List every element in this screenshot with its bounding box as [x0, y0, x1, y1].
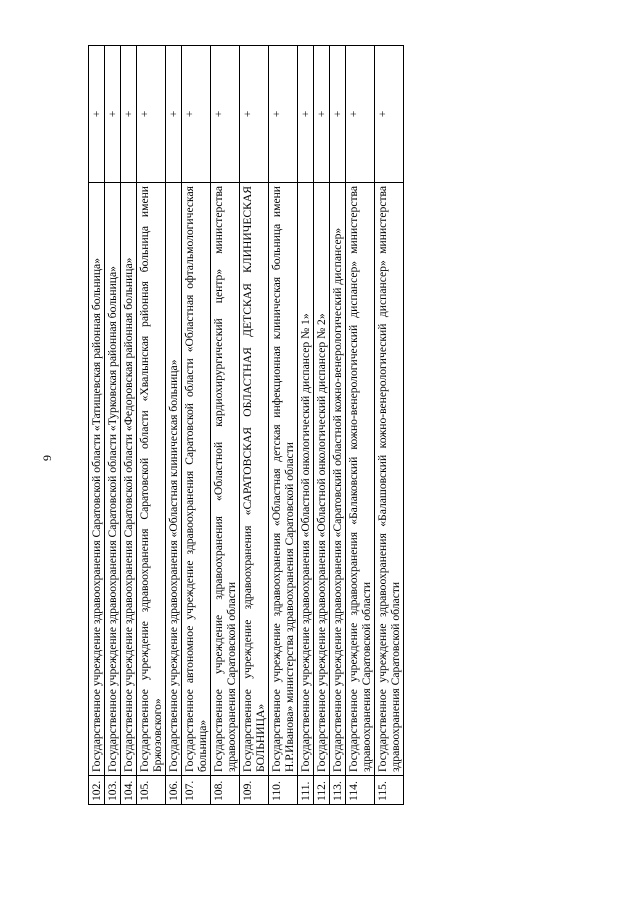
row-number: 112. [314, 776, 330, 805]
institution-name: Государственное учреждение здравоохранения «Областной онкологический диспансер № 2» [314, 183, 330, 776]
table-row [166, 46, 182, 805]
inclusion-mark: + [346, 46, 375, 183]
table-row [314, 46, 330, 805]
table-row [298, 46, 314, 805]
row-number: 109. [240, 776, 269, 805]
inclusion-mark: + [166, 46, 182, 183]
institution-name: Государственное учреждение здравоохранения Саратовской области «Турковская районная больница» [105, 183, 121, 776]
inclusion-mark: + [105, 46, 121, 183]
table-row [375, 46, 404, 805]
institution-name: Государственное учреждение здравоохранения «Областная детская инфекционная клиническая больница имени Н.Р.Иванова» министерства здравоохранения Саратовской области [269, 183, 298, 776]
institution-name: Государственное учреждение здравоохранения «Областной онкологический диспансер № 1» [298, 183, 314, 776]
inclusion-mark: + [298, 46, 314, 183]
table-row [121, 46, 137, 805]
page-number: 9 [40, 455, 54, 461]
institution-name: Государственное учреждение здравоохранения Саратовской области «Татищевская районная больница» [89, 183, 105, 776]
inclusion-mark: + [269, 46, 298, 183]
table-row [182, 46, 211, 805]
table-body [89, 46, 404, 805]
row-number: 108. [211, 776, 240, 805]
inclusion-mark: + [375, 46, 404, 183]
row-number: 103. [105, 776, 121, 805]
row-number: 113. [330, 776, 346, 805]
institution-name: Государственное учреждение здравоохранения «Областной кардиохирургический центр» министерства здравоохранения Саратовской области [211, 183, 240, 776]
institution-name: Государственное учреждение здравоохранения Саратовской области «Хвалынская районная больница имени Бржозовского» [137, 183, 166, 776]
inclusion-mark: + [211, 46, 240, 183]
table-row [137, 46, 166, 805]
inclusion-mark: + [314, 46, 330, 183]
inclusion-mark: + [182, 46, 211, 183]
table-row [211, 46, 240, 805]
institution-name: Государственное учреждение здравоохранения «САРАТОВСКАЯ ОБЛАСТНАЯ ДЕТСКАЯ КЛИНИЧЕСКАЯ БОЛЬНИЦА» [240, 183, 269, 776]
institution-name: Государственное автономное учреждение здравоохранения Саратовской области «Областная офтальмологическая больница» [182, 183, 211, 776]
row-number: 102. [89, 776, 105, 805]
table-row [269, 46, 298, 805]
inclusion-mark: + [240, 46, 269, 183]
row-number: 115. [375, 776, 404, 805]
table-row [89, 46, 105, 805]
inclusion-mark: + [89, 46, 105, 183]
table-row [105, 46, 121, 805]
institution-name: Государственное учреждение здравоохранения «Областная клиническая больница» [166, 183, 182, 776]
row-number: 104. [121, 776, 137, 805]
table-row [330, 46, 346, 805]
row-number: 106. [166, 776, 182, 805]
inclusion-mark: + [330, 46, 346, 183]
table-row [346, 46, 375, 805]
row-number: 107. [182, 776, 211, 805]
row-number: 114. [346, 776, 375, 805]
inclusion-mark: + [137, 46, 166, 183]
row-number: 110. [269, 776, 298, 805]
row-number: 105. [137, 776, 166, 805]
table-row [240, 46, 269, 805]
institution-name: Государственное учреждение здравоохранения «Балашовский кожно-венерологический диспансер» министерства здравоохранения Саратовской области [375, 183, 404, 776]
institution-name: Государственное учреждение здравоохранения Саратовской области «Федоровская районная больница» [121, 183, 137, 776]
institution-name: Государственное учреждение здравоохранения «Саратовский областной кожно-венерологический диспансер» [330, 183, 346, 776]
institution-name: Государственное учреждение здравоохранения «Балаковский кожно-венерологический диспансер» министерства здравоохранения Саратовской области [346, 183, 375, 776]
inclusion-mark: + [121, 46, 137, 183]
institutions-table [88, 45, 404, 805]
row-number: 111. [298, 776, 314, 805]
